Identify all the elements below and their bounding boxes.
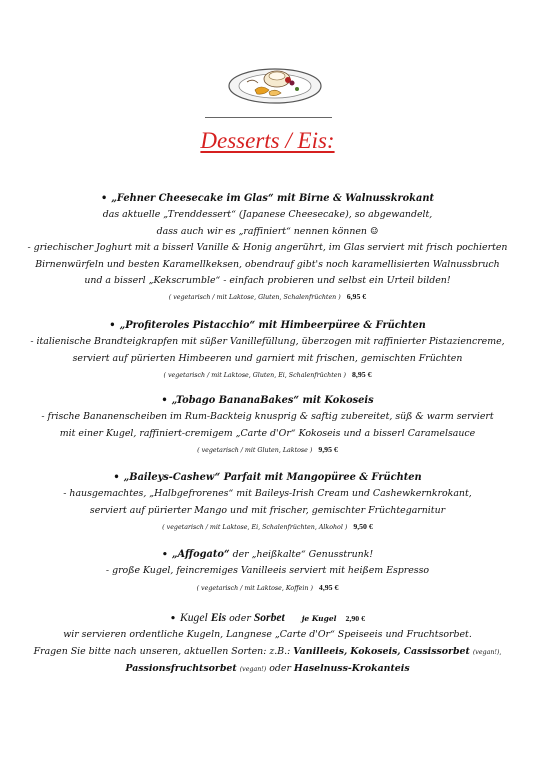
menu-item-affogato: [0, 547, 535, 597]
menu-item-icecream: [0, 610, 535, 679]
item-description: - frische Bananenscheiben im Rum-Backteig knusprig & saftig zubereitet, süß & warm serviert: [41, 411, 494, 423]
page-title: Desserts / Eis:: [200, 128, 335, 153]
allergen-note: ( vegetarisch / mit Laktose, Gluten, Ei, Schalenfrüchten ): [163, 372, 347, 380]
allergen-note: ( vegetarisch / mit Gluten, Laktose ): [197, 447, 313, 455]
item-description: mit einer Kugel, raffiniert-cremigem „Carte d'Or“ Kokoseis und a bisserl Caramelsauce: [59, 427, 476, 439]
price: 4,95 €: [318, 582, 339, 592]
price: 9,50 €: [353, 522, 373, 532]
item-description: - hausgemachtes, „Halbgefrorenes“ mit Baileys-Irish Cream und Cashewkernkrokant,: [63, 488, 472, 500]
item-description: wir servieren ordentliche Kugeln, Langnese „Carte d'Or“ Speiseeis und Fruchtsorbet.: [63, 629, 472, 641]
allergen-note: ( vegetarisch / mit Laktose, Ei, Schalenfrüchten, Alkohol ): [162, 524, 348, 532]
price: 9,95 €: [318, 445, 338, 455]
item-description: das aktuelle „Trenddessert“ (Japanese Cheesecake), so abgewandelt,: [102, 209, 433, 221]
per-scoop-label: je Kugel: [301, 614, 337, 623]
item-description: - große Kugel, feincremiges Vanilleeis serviert mit heißem Espresso: [105, 565, 430, 577]
item-heading: • Kugel Eis oder Sorbet je Kugel 2,90 €: [170, 611, 365, 624]
item-description: serviert auf pürierten Himbeeren und garniert mit frischen, gemischten Früchten: [72, 352, 463, 364]
divider: [205, 117, 332, 118]
item-description: Birnenwürfeln und besten Karamellkeksen, obendrauf gibt's noch karamellisierten Walnussbruch: [35, 258, 500, 270]
menu-item-profiteroles: [0, 318, 535, 385]
dessert-plate-icon: [225, 62, 325, 108]
item-heading: • „Affogato“ der „heißkalte“ Genusstrunk!: [161, 549, 374, 560]
item-description: - italienische Brandteigkrapfen mit süßer Vanillefüllung, überzogen mit raffinierter Pistaziencreme,: [30, 336, 505, 348]
price: 8,95 €: [352, 370, 372, 380]
menu-item-cheesecake: [0, 191, 535, 307]
item-heading: • „Fehner Cheesecake im Glas“ mit Birne & Walnusskrokant: [101, 193, 434, 204]
item-description: dass auch wir es „raffiniert“ nennen können ☺: [156, 225, 379, 237]
flavor-list: Passionsfruchtsorbet (vegan!) oder Haselnuss-Krokanteis: [125, 663, 410, 675]
item-heading: • „Tobago BananaBakes“ mit Kokoseis: [161, 395, 374, 406]
allergen-note: ( vegetarisch / mit Laktose, Koffein ): [196, 584, 313, 592]
item-description: und a bisserl „Kekscrumble“ - einfach probieren und selbst ein Urteil bilden!: [84, 275, 451, 287]
item-description: - griechischer Joghurt mit a bisserl Vanille & Honig angerührt, im Glas serviert mit frisch pochierten: [27, 242, 508, 254]
price: 6,95 €: [346, 292, 367, 302]
menu-item-parfait: [0, 470, 535, 537]
item-heading: • „Profiteroles Pistacchio“ mit Himbeerpüree & Früchten: [109, 320, 426, 331]
price: 2,90 €: [345, 614, 365, 623]
allergen-note: ( vegetarisch / mit Laktose, Gluten, Schalenfrüchten ): [168, 294, 341, 302]
flavor-list: Fragen Sie bitte nach unseren, aktuellen Sorten: z.B.: Vanilleeis, Kokoseis, Cassissorbet (vegan!),: [33, 645, 502, 657]
item-description: serviert auf pürierter Mango und mit frischer, gemischter Früchtegarnitur: [89, 504, 446, 516]
item-heading: • „Baileys-Cashew“ Parfait mit Mangopüree & Früchten: [113, 472, 422, 483]
menu-item-banana-bakes: [0, 393, 535, 460]
